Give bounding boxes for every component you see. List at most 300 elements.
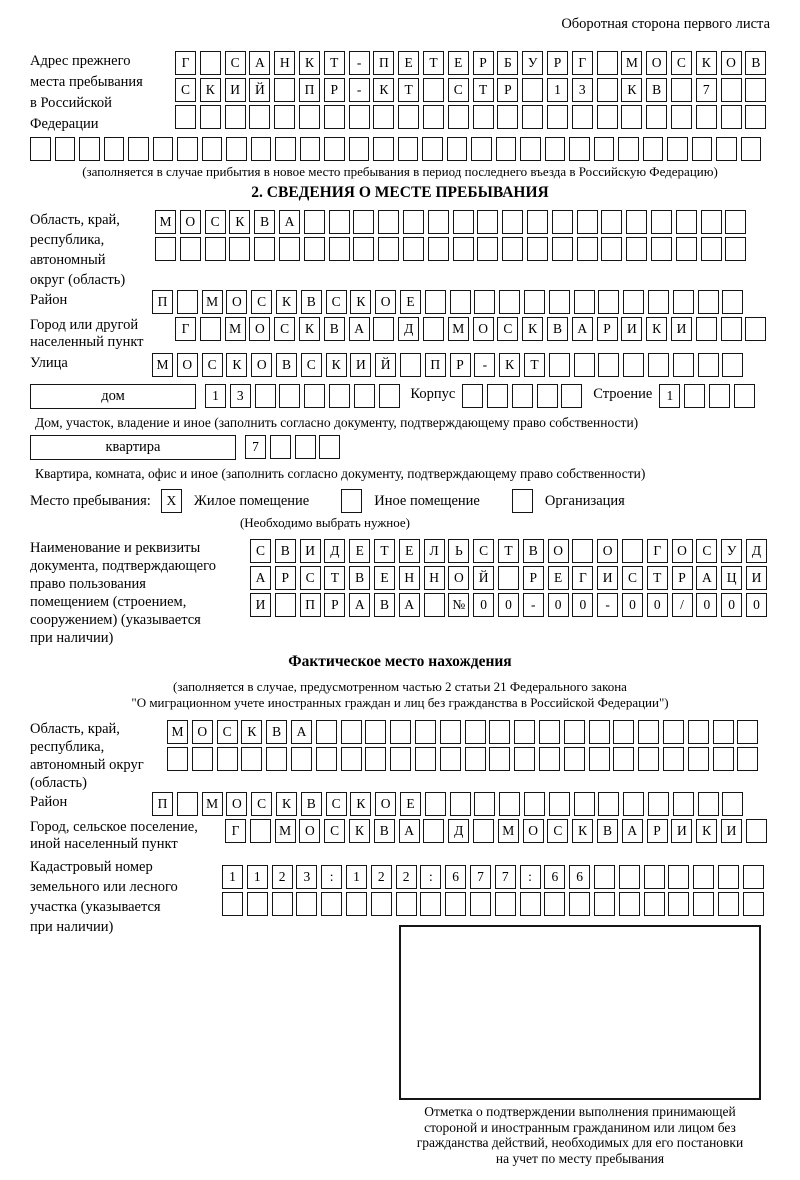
char-cell: И xyxy=(621,317,642,341)
char-row xyxy=(152,290,747,314)
char-cell: 1 xyxy=(205,384,226,408)
factual-oblast-rows xyxy=(167,720,762,774)
char-cell: В xyxy=(324,317,345,341)
char-cell: А xyxy=(399,593,420,617)
char-cell xyxy=(594,137,615,161)
label-line: гражданства действий, необходимых для его постановки xyxy=(416,1135,744,1150)
label-line: населенный пункт xyxy=(30,334,144,350)
char-cell xyxy=(692,137,713,161)
rayon-block xyxy=(30,290,770,317)
char-cell xyxy=(544,892,565,916)
char-cell: 7 xyxy=(495,865,516,889)
char-cell: 6 xyxy=(569,865,590,889)
char-cell xyxy=(713,747,734,771)
char-cell xyxy=(279,237,300,261)
factual-gorod-block xyxy=(30,819,770,853)
char-cell: С xyxy=(622,566,643,590)
char-cell xyxy=(721,105,742,129)
char-cell: О xyxy=(251,353,272,377)
char-row xyxy=(155,210,750,234)
dom-field-box: дом xyxy=(30,384,196,409)
char-cell: 2 xyxy=(371,865,392,889)
char-cell: О xyxy=(226,792,247,816)
char-cell xyxy=(379,384,400,408)
char-cell: В xyxy=(349,566,370,590)
char-cell xyxy=(440,720,461,744)
char-cell: Е xyxy=(448,51,469,75)
char-cell xyxy=(545,137,566,161)
char-cell xyxy=(403,210,424,234)
char-cell xyxy=(353,210,374,234)
char-cell xyxy=(177,137,198,161)
char-cell: / xyxy=(672,593,693,617)
char-cell xyxy=(167,747,188,771)
ulitsa-label: Улица xyxy=(30,355,68,371)
char-cell: Н xyxy=(399,566,420,590)
char-cell xyxy=(574,290,595,314)
char-cell xyxy=(341,720,362,744)
char-cell: К xyxy=(326,353,347,377)
kvartira-row xyxy=(30,435,770,462)
char-cell: 3 xyxy=(296,865,317,889)
char-cell xyxy=(177,290,198,314)
char-cell xyxy=(713,720,734,744)
char-cell: Т xyxy=(473,78,494,102)
char-row xyxy=(155,237,750,261)
char-cell: 0 xyxy=(498,593,519,617)
label-line: при наличии) xyxy=(30,919,114,935)
char-cell xyxy=(688,747,709,771)
char-cell: К xyxy=(350,290,371,314)
char-cell xyxy=(349,105,370,129)
char-cell: А xyxy=(291,720,312,744)
char-cell: А xyxy=(399,819,420,843)
label-line: Федерации xyxy=(30,116,99,132)
char-cell: Р xyxy=(450,353,471,377)
char-cell: В xyxy=(254,210,275,234)
char-cell: С xyxy=(175,78,196,102)
char-cell xyxy=(291,747,312,771)
label-line: республика, xyxy=(30,232,105,248)
char-cell xyxy=(497,105,518,129)
char-cell: С xyxy=(300,566,321,590)
char-cell xyxy=(316,720,337,744)
char-row xyxy=(659,384,758,408)
char-cell: К xyxy=(241,720,262,744)
char-cell xyxy=(745,317,766,341)
char-row xyxy=(205,384,403,408)
char-cell xyxy=(296,892,317,916)
char-cell xyxy=(266,747,287,771)
char-cell xyxy=(746,819,767,843)
char-cell: И xyxy=(597,566,618,590)
char-cell: С xyxy=(448,78,469,102)
label-line: сооружением) (указывается xyxy=(30,612,201,628)
stamp-box xyxy=(399,925,761,1100)
char-cell xyxy=(524,290,545,314)
char-cell xyxy=(514,720,535,744)
char-cell xyxy=(329,384,350,408)
char-cell xyxy=(698,290,719,314)
char-row xyxy=(250,539,771,563)
char-cell: С xyxy=(205,210,226,234)
char-cell xyxy=(329,210,350,234)
char-cell xyxy=(489,720,510,744)
char-cell xyxy=(743,865,764,889)
char-cell xyxy=(329,237,350,261)
char-cell xyxy=(693,865,714,889)
char-cell xyxy=(668,865,689,889)
char-cell: К xyxy=(696,819,717,843)
label-line: стороной и иностранным гражданином или лицом без xyxy=(424,1119,736,1135)
char-cell: Р xyxy=(523,566,544,590)
char-cell: Т xyxy=(324,51,345,75)
stamp-caption xyxy=(365,1104,795,1166)
char-cell xyxy=(474,792,495,816)
char-cell: 1 xyxy=(222,865,243,889)
char-cell: П xyxy=(373,51,394,75)
char-cell xyxy=(495,892,516,916)
char-cell xyxy=(673,792,694,816)
char-cell xyxy=(547,105,568,129)
char-cell xyxy=(241,747,262,771)
char-cell xyxy=(390,747,411,771)
char-cell: В xyxy=(276,353,297,377)
char-cell: Г xyxy=(225,819,246,843)
char-cell: К xyxy=(373,78,394,102)
char-cell xyxy=(718,865,739,889)
label-line: при наличии) xyxy=(30,630,114,646)
char-cell xyxy=(272,892,293,916)
char-cell xyxy=(743,892,764,916)
char-row xyxy=(175,51,770,75)
char-cell: Й xyxy=(249,78,270,102)
char-cell: Й xyxy=(375,353,396,377)
char-row xyxy=(152,353,747,377)
char-cell xyxy=(701,237,722,261)
label-line: документа, подтверждающего xyxy=(30,558,216,574)
char-cell xyxy=(450,290,471,314)
char-cell: М xyxy=(155,210,176,234)
char-cell: Д xyxy=(324,539,345,563)
char-cell: В xyxy=(374,593,395,617)
char-cell xyxy=(577,210,598,234)
gorod-block xyxy=(30,317,770,351)
char-cell xyxy=(423,317,444,341)
char-cell: Б xyxy=(497,51,518,75)
char-cell: К xyxy=(200,78,221,102)
prev-address-block xyxy=(30,51,770,135)
char-cell xyxy=(250,819,271,843)
kadastr-rows xyxy=(222,857,768,919)
char-cell: Е xyxy=(349,539,370,563)
stay-place-row xyxy=(30,489,770,513)
char-cell xyxy=(594,865,615,889)
char-cell: У xyxy=(721,539,742,563)
char-cell: М xyxy=(275,819,296,843)
char-cell: О xyxy=(448,566,469,590)
label-line: (заполняется в случае, предусмотренном частью 2 статьи 21 Федерального закона xyxy=(173,679,627,694)
char-cell xyxy=(274,78,295,102)
char-cell xyxy=(270,435,291,459)
char-cell xyxy=(514,747,535,771)
char-cell: - xyxy=(597,593,618,617)
char-cell: Е xyxy=(399,539,420,563)
ulitsa-block xyxy=(30,353,770,380)
char-cell: М xyxy=(448,317,469,341)
char-cell: К xyxy=(299,51,320,75)
char-cell xyxy=(462,384,483,408)
char-cell: О xyxy=(249,317,270,341)
char-cell: О xyxy=(473,317,494,341)
char-cell: : xyxy=(520,865,541,889)
char-cell: О xyxy=(177,353,198,377)
char-cell xyxy=(279,384,300,408)
char-cell xyxy=(601,210,622,234)
char-cell: 3 xyxy=(572,78,593,102)
char-cell: В xyxy=(646,78,667,102)
char-cell xyxy=(424,593,445,617)
prev-address-rows xyxy=(175,51,770,132)
char-cell xyxy=(597,105,618,129)
char-cell: К xyxy=(646,317,667,341)
dom-caption: Дом, участок, владение и иное (заполнить согласно документу, подтверждающему право собственности) xyxy=(35,415,639,430)
char-cell: Т xyxy=(647,566,668,590)
char-cell: К xyxy=(226,353,247,377)
factual-title: Фактическое место нахождения xyxy=(288,653,512,670)
char-cell: К xyxy=(349,819,370,843)
char-cell: И xyxy=(350,353,371,377)
char-cell xyxy=(561,384,582,408)
char-cell: 7 xyxy=(696,78,717,102)
char-cell xyxy=(651,237,672,261)
char-cell: С xyxy=(696,539,717,563)
char-cell xyxy=(428,237,449,261)
char-cell xyxy=(722,290,743,314)
char-cell: В xyxy=(547,317,568,341)
label-line: в Российской xyxy=(30,95,112,111)
residential-option-label: Жилое помещение xyxy=(193,492,310,509)
label-line: "О миграционном учете иностранных граждан и лиц без гражданства в Российской Федерации") xyxy=(131,695,669,710)
char-cell xyxy=(549,290,570,314)
char-cell: : xyxy=(321,865,342,889)
stay-place-label: Место пребывания: xyxy=(30,492,151,509)
korpus-label: Корпус xyxy=(410,386,456,402)
char-cell xyxy=(598,353,619,377)
label-line: помещением (строением, xyxy=(30,594,187,610)
char-cell xyxy=(725,237,746,261)
char-cell xyxy=(423,105,444,129)
char-cell xyxy=(522,105,543,129)
page-side-note: Оборотная сторона первого листа xyxy=(561,16,770,32)
char-cell: А xyxy=(622,819,643,843)
char-cell xyxy=(373,137,394,161)
char-cell xyxy=(177,792,198,816)
char-cell: Д xyxy=(398,317,419,341)
char-cell xyxy=(175,105,196,129)
prev-address-caption: (заполняется в случае прибытия в новое место пребывания в период последнего въезда в Российскую Федерацию) xyxy=(82,164,718,179)
char-cell: 1 xyxy=(346,865,367,889)
char-cell: А xyxy=(250,566,271,590)
factual-rayon-label: Район xyxy=(30,794,68,810)
checkbox-organization xyxy=(512,489,533,513)
factual-oblast-label xyxy=(30,720,167,792)
char-cell xyxy=(648,290,669,314)
section2-title: 2. СВЕДЕНИЯ О МЕСТЕ ПРЕБЫВАНИЯ xyxy=(251,184,549,201)
char-cell: В xyxy=(275,539,296,563)
char-cell xyxy=(471,137,492,161)
char-cell xyxy=(622,539,643,563)
factual-oblast-block xyxy=(30,720,770,792)
char-cell xyxy=(217,747,238,771)
char-cell xyxy=(425,792,446,816)
prev-address-label xyxy=(30,51,175,135)
char-cell xyxy=(671,78,692,102)
char-cell xyxy=(79,137,100,161)
char-cell: - xyxy=(523,593,544,617)
char-cell: 6 xyxy=(445,865,466,889)
char-cell xyxy=(502,237,523,261)
char-cell xyxy=(226,137,247,161)
char-cell: П xyxy=(152,290,173,314)
char-cell xyxy=(299,105,320,129)
char-cell: О xyxy=(721,51,742,75)
char-cell xyxy=(304,210,325,234)
char-cell xyxy=(304,384,325,408)
char-cell: С xyxy=(326,290,347,314)
char-cell xyxy=(569,892,590,916)
char-cell xyxy=(321,892,342,916)
char-cell: 0 xyxy=(696,593,717,617)
char-cell xyxy=(668,892,689,916)
char-cell xyxy=(574,792,595,816)
label-line: Наименование и реквизиты xyxy=(30,540,201,556)
char-cell xyxy=(569,137,590,161)
char-cell: Р xyxy=(672,566,693,590)
char-cell xyxy=(300,137,321,161)
char-cell xyxy=(249,105,270,129)
char-cell xyxy=(200,51,221,75)
char-cell: И xyxy=(225,78,246,102)
char-cell xyxy=(671,105,692,129)
char-cell: - xyxy=(349,51,370,75)
char-cell: С xyxy=(251,792,272,816)
char-cell: Р xyxy=(324,593,345,617)
char-cell xyxy=(709,384,730,408)
char-cell: О xyxy=(180,210,201,234)
char-cell xyxy=(496,137,517,161)
other-premises-option-label: Иное помещение xyxy=(374,492,480,509)
char-cell: 0 xyxy=(572,593,593,617)
char-cell xyxy=(648,353,669,377)
char-cell: О xyxy=(523,819,544,843)
char-cell: С xyxy=(326,792,347,816)
char-cell xyxy=(688,720,709,744)
label-line: округ (область) xyxy=(30,272,126,288)
char-cell: 0 xyxy=(647,593,668,617)
char-cell xyxy=(549,792,570,816)
char-cell: Е xyxy=(374,566,395,590)
char-cell xyxy=(346,892,367,916)
label-line: участка (указывается xyxy=(30,899,161,915)
char-cell: Д xyxy=(746,539,767,563)
char-cell xyxy=(445,892,466,916)
char-cell xyxy=(473,819,494,843)
char-cell xyxy=(365,747,386,771)
char-cell: К xyxy=(276,792,297,816)
char-cell xyxy=(354,384,375,408)
char-cell: Р xyxy=(473,51,494,75)
char-cell: Р xyxy=(597,317,618,341)
char-cell xyxy=(447,137,468,161)
char-cell xyxy=(324,105,345,129)
char-cell xyxy=(594,892,615,916)
char-cell: С xyxy=(274,317,295,341)
char-row xyxy=(222,865,768,889)
char-cell xyxy=(676,237,697,261)
char-cell: Й xyxy=(473,566,494,590)
organization-option-label: Организация xyxy=(544,492,625,509)
char-cell: О xyxy=(646,51,667,75)
char-cell xyxy=(626,210,647,234)
char-cell: В xyxy=(374,819,395,843)
char-cell: - xyxy=(349,78,370,102)
char-cell xyxy=(423,819,444,843)
char-cell xyxy=(572,105,593,129)
char-cell xyxy=(734,384,755,408)
char-cell: Ь xyxy=(448,539,469,563)
char-cell xyxy=(316,747,337,771)
char-cell xyxy=(202,137,223,161)
label-line: на учет по месту пребывания xyxy=(495,1150,665,1166)
char-cell: Г xyxy=(572,566,593,590)
char-row xyxy=(175,317,770,341)
char-cell xyxy=(440,747,461,771)
char-cell xyxy=(598,290,619,314)
char-cell xyxy=(644,892,665,916)
char-cell: И xyxy=(721,819,742,843)
char-cell xyxy=(698,792,719,816)
char-cell: 1 xyxy=(247,865,268,889)
char-cell: 1 xyxy=(547,78,568,102)
char-cell: А xyxy=(349,593,370,617)
char-row xyxy=(462,384,586,408)
char-cell xyxy=(274,105,295,129)
char-cell xyxy=(577,237,598,261)
char-cell xyxy=(422,137,443,161)
checkbox-residential: X xyxy=(161,489,182,513)
kvartira-field-box: квартира xyxy=(30,435,236,460)
char-cell: И xyxy=(671,819,692,843)
char-cell xyxy=(741,137,762,161)
char-cell xyxy=(502,210,523,234)
char-cell: П xyxy=(152,792,173,816)
char-cell: К xyxy=(299,317,320,341)
char-cell: И xyxy=(250,593,271,617)
char-cell: 6 xyxy=(544,865,565,889)
dom-row xyxy=(30,384,770,411)
char-cell: Т xyxy=(524,353,545,377)
oblast-block xyxy=(30,210,770,290)
char-cell: П xyxy=(300,593,321,617)
char-cell: О xyxy=(226,290,247,314)
char-cell xyxy=(396,892,417,916)
char-cell: М xyxy=(202,792,223,816)
char-cell: В xyxy=(301,792,322,816)
char-cell xyxy=(527,210,548,234)
char-cell xyxy=(398,105,419,129)
char-cell xyxy=(104,137,125,161)
